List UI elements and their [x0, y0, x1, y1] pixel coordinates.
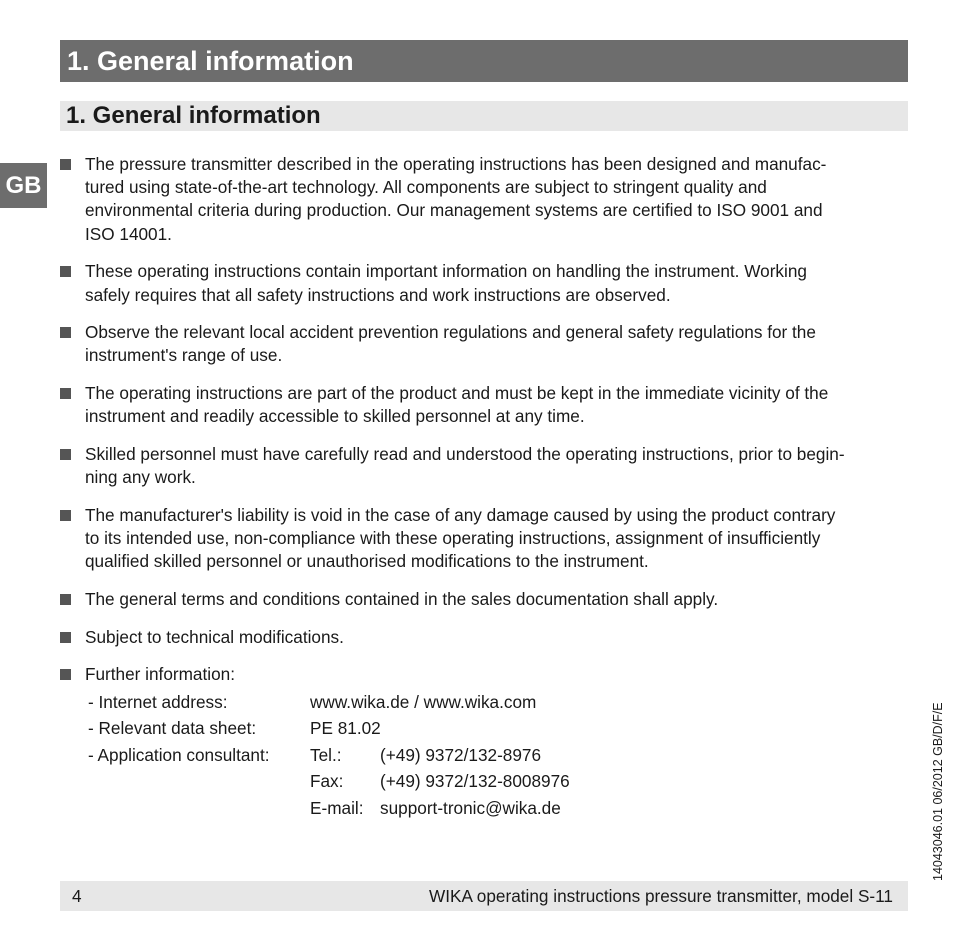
- table-row: [88, 716, 570, 743]
- list-item-text: The pressure transmitter described in the operating instructions has been designed and manufac- tured using state-of-the-art technology. All components are subject to stringent quality and environmental criteria during production. Our management systems are certified to ISO 9001 and ISO 14001.: [85, 154, 827, 244]
- section-title: 1. General information: [66, 102, 321, 129]
- page-number: 4: [72, 886, 82, 906]
- list-item-text: The manufacturer's liability is void in the case of any damage caused by using the product contrary to its intended use, non-compliance with these operating instructions, assignment of insufficiently qualified skilled personnel or unauthorised modifications to the instrument.: [85, 504, 836, 572]
- tel-value: (+49) 9372/132-8976: [380, 744, 542, 765]
- internet-value: www.wika.de / www.wika.com: [310, 691, 537, 712]
- footer-text: WIKA operating instructions pressure transmitter, model S-11: [429, 886, 893, 906]
- email-label: E-mail:: [310, 797, 364, 818]
- list-item: [60, 321, 908, 367]
- list-item: [60, 663, 908, 686]
- square-bullet-icon: [60, 510, 71, 521]
- list-item-text: The general terms and conditions contained in the sales documentation shall apply.: [85, 589, 719, 610]
- datasheet-value: PE 81.02: [310, 718, 381, 739]
- table-row: [88, 769, 570, 796]
- internet-label: - Internet address:: [88, 691, 228, 712]
- square-bullet-icon: [60, 449, 71, 460]
- list-item: [60, 260, 908, 306]
- table-row: [88, 795, 570, 822]
- list-item: [60, 626, 908, 649]
- list-item-text: Further information:: [85, 664, 235, 685]
- language-tab-label: GB: [5, 172, 42, 199]
- square-bullet-icon: [60, 594, 71, 605]
- list-item: [60, 588, 908, 611]
- page-header: [60, 40, 908, 82]
- fax-label: Fax:: [310, 771, 344, 792]
- square-bullet-icon: [60, 388, 71, 399]
- list-item-text: Observe the relevant local accident prevention regulations and general safety regulations for the instrument's range of use.: [85, 322, 816, 366]
- square-bullet-icon: [60, 669, 71, 680]
- consultant-label: - Application consultant:: [88, 744, 270, 765]
- table-row: [88, 689, 570, 716]
- list-item: [60, 504, 908, 574]
- square-bullet-icon: [60, 159, 71, 170]
- header-title: 1. General information: [67, 46, 354, 76]
- list-item-text: The operating instructions are part of the product and must be kept in the immediate vicinity of the instrument and readily accessible to skilled personnel at any time.: [85, 383, 829, 427]
- square-bullet-icon: [60, 327, 71, 338]
- tel-label: Tel.:: [310, 744, 342, 765]
- list-item-text: Skilled personnel must have carefully read and understood the operating instructions, prior to begin- ning any work.: [85, 444, 845, 488]
- further-info-table: [88, 689, 570, 822]
- list-item-text: These operating instructions contain important information on handling the instrument. Working safely requires that all safety instructions and work instructions are observed.: [85, 261, 807, 305]
- section-heading: [60, 101, 908, 131]
- square-bullet-icon: [60, 266, 71, 277]
- list-item: [60, 153, 908, 246]
- table-row: [88, 742, 570, 769]
- email-value: support-tronic@wika.de: [380, 797, 561, 818]
- list-item: [60, 443, 908, 489]
- page-footer: [60, 881, 908, 911]
- datasheet-label: - Relevant data sheet:: [88, 718, 257, 739]
- list-item-text: Subject to technical modifications.: [85, 626, 344, 647]
- document-code: 14043046.01 06/2012 GB/D/F/E: [931, 702, 945, 881]
- bullet-list: [60, 153, 908, 701]
- list-item: [60, 382, 908, 428]
- fax-value: (+49) 9372/132-8008976: [380, 771, 570, 792]
- language-tab: [0, 163, 47, 208]
- square-bullet-icon: [60, 632, 71, 643]
